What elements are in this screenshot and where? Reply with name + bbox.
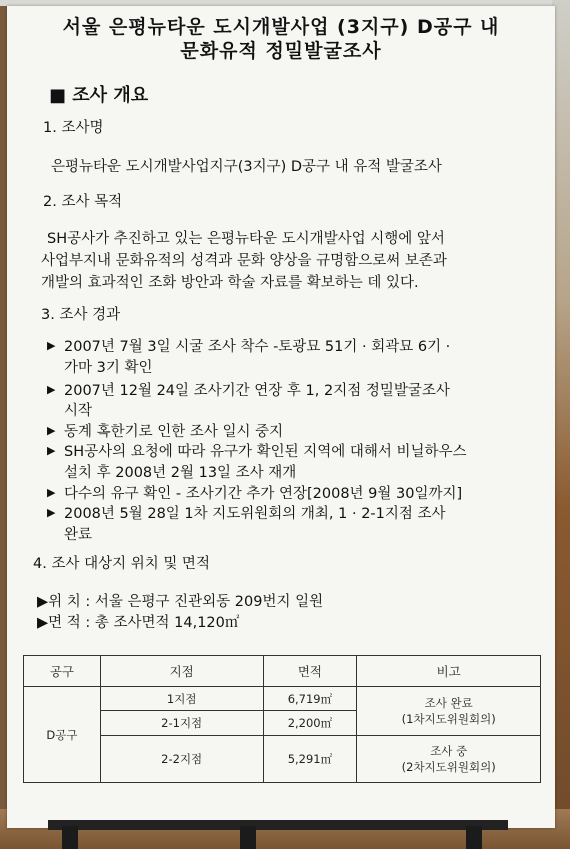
easel-leg bbox=[240, 826, 256, 849]
information-board bbox=[7, 6, 555, 828]
s1-text: 은평뉴타운 도시개발사업지구(3지구) D공구 내 유적 발굴조사 bbox=[51, 159, 442, 175]
note-cell-1 bbox=[357, 687, 541, 736]
s3-item-5-line1: 다수의 유구 확인 - 조사기간 추가 연장[2008년 9월 30일까지] bbox=[64, 486, 463, 502]
s2-line-2: 사업부지내 문화유적의 성격과 문화 양상을 규명함으로써 보존과 bbox=[41, 253, 447, 269]
s3-item-4-line2: 설치 후 2008년 2월 13일 조사 재개 bbox=[64, 465, 297, 481]
s1-heading: 1. 조사명 bbox=[43, 120, 104, 136]
note-cell-2 bbox=[357, 735, 541, 782]
board-title-line2: 문화유적 정밀발굴조사 bbox=[180, 40, 382, 62]
table-header: 공구 bbox=[24, 656, 101, 687]
area-cell: 5,291㎡ bbox=[263, 735, 357, 782]
s4-heading: 4. 조사 대상지 위치 및 면적 bbox=[33, 556, 210, 572]
bullet-icon: ▶ bbox=[47, 424, 56, 437]
s3-item-1-line1: 2007년 7월 3일 시굴 조사 착수 -토광묘 51기 · 회곽묘 6기 · bbox=[64, 339, 451, 355]
easel-crossbar bbox=[48, 820, 508, 830]
s3-item-1-line2: 가마 3기 확인 bbox=[64, 360, 153, 376]
s3-heading: 3. 조사 경과 bbox=[41, 307, 121, 323]
area-cell: 6,719㎡ bbox=[263, 687, 357, 711]
section-heading: ■ 조사 개요 bbox=[49, 85, 149, 106]
note-2-detail: (2차지도위원회의) bbox=[401, 759, 496, 774]
site-cell: 2-2지점 bbox=[100, 735, 263, 782]
bullet-icon: ▶ bbox=[47, 506, 56, 519]
site-cell: 2-1지점 bbox=[100, 711, 263, 735]
bullet-icon: ▶ bbox=[47, 339, 56, 352]
note-1-status: 조사 완료 bbox=[424, 695, 473, 710]
s3-item-4-line1: SH공사의 요청에 따라 유구가 확인된 지역에 대해서 비닐하우스 bbox=[64, 444, 467, 460]
district-cell: D공구 bbox=[24, 687, 101, 783]
easel-leg bbox=[62, 826, 78, 849]
table-row bbox=[24, 735, 541, 782]
s3-item-2-line2: 시작 bbox=[64, 403, 93, 419]
s2-line-3: 개발의 효과적인 조화 방안과 학술 자료를 확보하는 데 있다. bbox=[41, 275, 419, 291]
table-header: 비고 bbox=[357, 656, 541, 687]
table-header: 지점 bbox=[100, 656, 263, 687]
bullet-icon: ▶ bbox=[47, 444, 56, 457]
bullet-icon: ▶ bbox=[47, 383, 56, 396]
s3-item-3-line1: 동계 혹한기로 인한 조사 일시 중지 bbox=[64, 424, 284, 440]
s2-heading: 2. 조사 목적 bbox=[43, 194, 123, 210]
s3-item-6-line1: 2008년 5월 28일 1차 지도위원회의 개최, 1 · 2-1지점 조사 bbox=[64, 506, 446, 522]
easel-leg bbox=[466, 826, 482, 849]
table-header: 면적 bbox=[263, 656, 357, 687]
site-cell: 1지점 bbox=[100, 687, 263, 711]
bullet-icon: ▶ bbox=[47, 486, 56, 499]
area-line: ▶면 적 : 총 조사면적 14,120㎡ bbox=[37, 615, 240, 631]
s3-item-2-line1: 2007년 12월 24일 조사기간 연장 후 1, 2지점 정밀발굴조사 bbox=[64, 383, 450, 399]
survey-table bbox=[23, 655, 541, 783]
s3-item-6-line2: 완료 bbox=[64, 527, 93, 543]
table-header-row bbox=[24, 656, 541, 687]
area-cell: 2,200㎡ bbox=[263, 711, 357, 735]
note-1-detail: (1차지도위원회의) bbox=[401, 711, 496, 726]
s2-line-1: SH공사가 추진하고 있는 은평뉴타운 도시개발사업 시행에 앞서 bbox=[47, 231, 445, 247]
note-2-status: 조사 중 bbox=[430, 743, 468, 758]
location-line: ▶위 치 : 서울 은평구 진관외동 209번지 일원 bbox=[37, 594, 324, 610]
table-row bbox=[24, 687, 541, 711]
board-title-line1: 서울 은평뉴타운 도시개발사업 (3지구) D공구 내 bbox=[62, 16, 500, 38]
